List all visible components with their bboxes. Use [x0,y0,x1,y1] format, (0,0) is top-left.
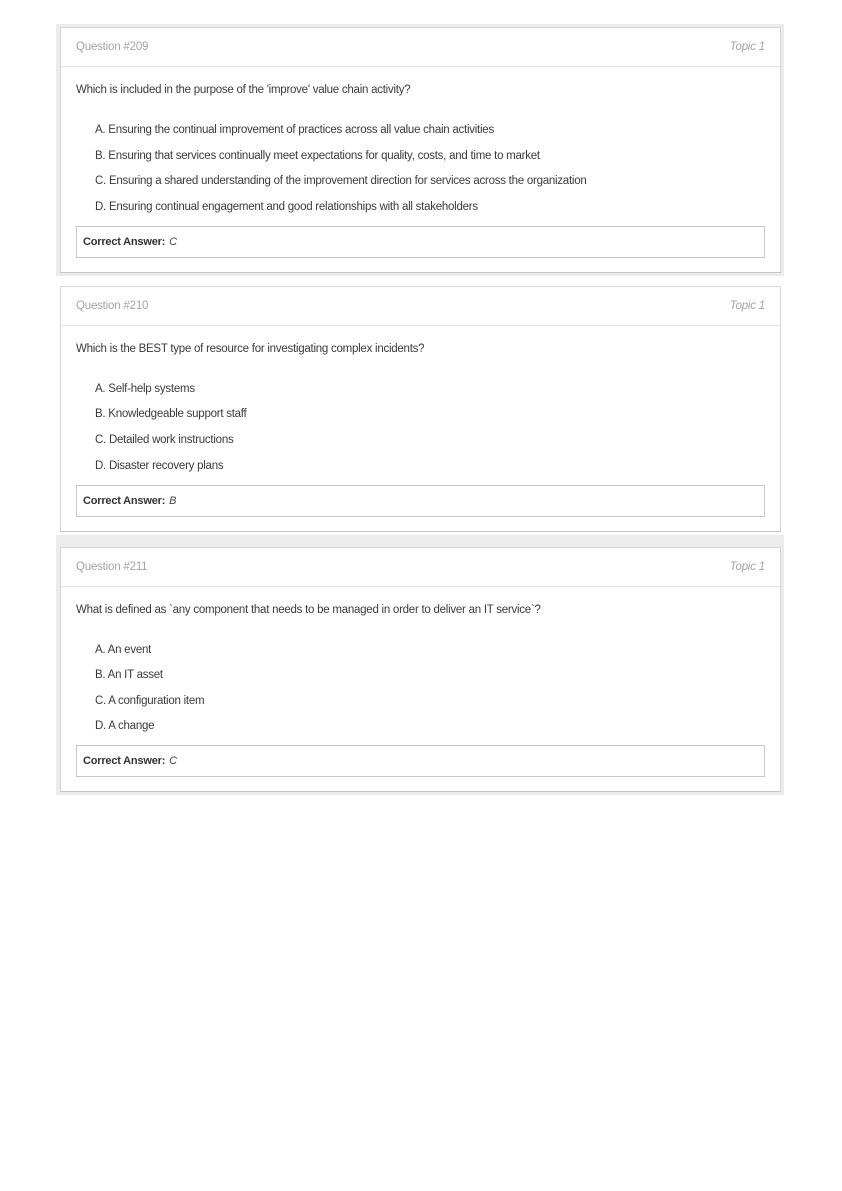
question-topic: Topic 1 [729,41,765,53]
correct-answer-value: C [169,235,177,248]
choice-d: D. A change [95,720,155,733]
correct-answer-box [76,485,765,517]
choice-c: C. Ensuring a shared understanding of the improvement direction for services across the organization [95,175,587,188]
question-number: Question #210 [76,299,149,312]
question-header [61,548,780,587]
choice-c: C. A configuration item [95,694,205,707]
question-card [60,286,781,532]
question-body [61,67,780,272]
question-card-wrapper [56,535,784,796]
choice-d: D. Ensuring continual engagement and good relationships with all stakeholders [95,200,478,213]
question-card-wrapper [56,276,784,535]
correct-answer-value: C [169,755,177,768]
question-header [61,287,780,326]
correct-answer-box [76,745,765,777]
question-text: Which is the BEST type of resource for investigating complex incidents? [76,342,425,355]
question-text: Which is included in the purpose of the 'improve' value chain activity? [76,84,411,96]
choice-b: B. Knowledgeable support staff [95,408,247,421]
correct-answer-value: B [169,494,177,507]
choice-b: B. An IT asset [95,669,163,682]
question-number: Question #211 [76,560,148,573]
choice-a: A. Ensuring the continual improvement of practices across all value chain activities [95,124,494,136]
choice-list [76,381,765,474]
choice-b: B. Ensuring that services continually meet expectations for quality, costs, and time to market [95,149,540,162]
choice-c: C. Detailed work instructions [95,433,234,446]
question-card [60,547,781,793]
question-topic: Topic 1 [729,299,765,312]
question-body [61,587,780,792]
question-body [61,326,780,531]
question-text: What is defined as `any component that needs to be managed in order to deliver an IT service`? [76,603,541,616]
correct-answer-label: Correct Answer: [83,494,166,507]
correct-answer-box [76,226,765,258]
question-number: Question #209 [76,41,149,53]
question-list [56,24,784,795]
question-topic: Topic 1 [729,560,765,573]
choice-d: D. Disaster recovery plans [95,459,224,472]
choice-list [76,642,765,735]
correct-answer-label: Correct Answer: [83,235,166,248]
choice-a: A. Self-help systems [95,382,195,395]
choice-list [76,122,765,215]
correct-answer-label: Correct Answer: [83,755,166,768]
choice-a: A. An event [95,643,152,656]
question-header [61,28,780,67]
question-card-wrapper [56,24,784,276]
question-card [60,27,781,273]
